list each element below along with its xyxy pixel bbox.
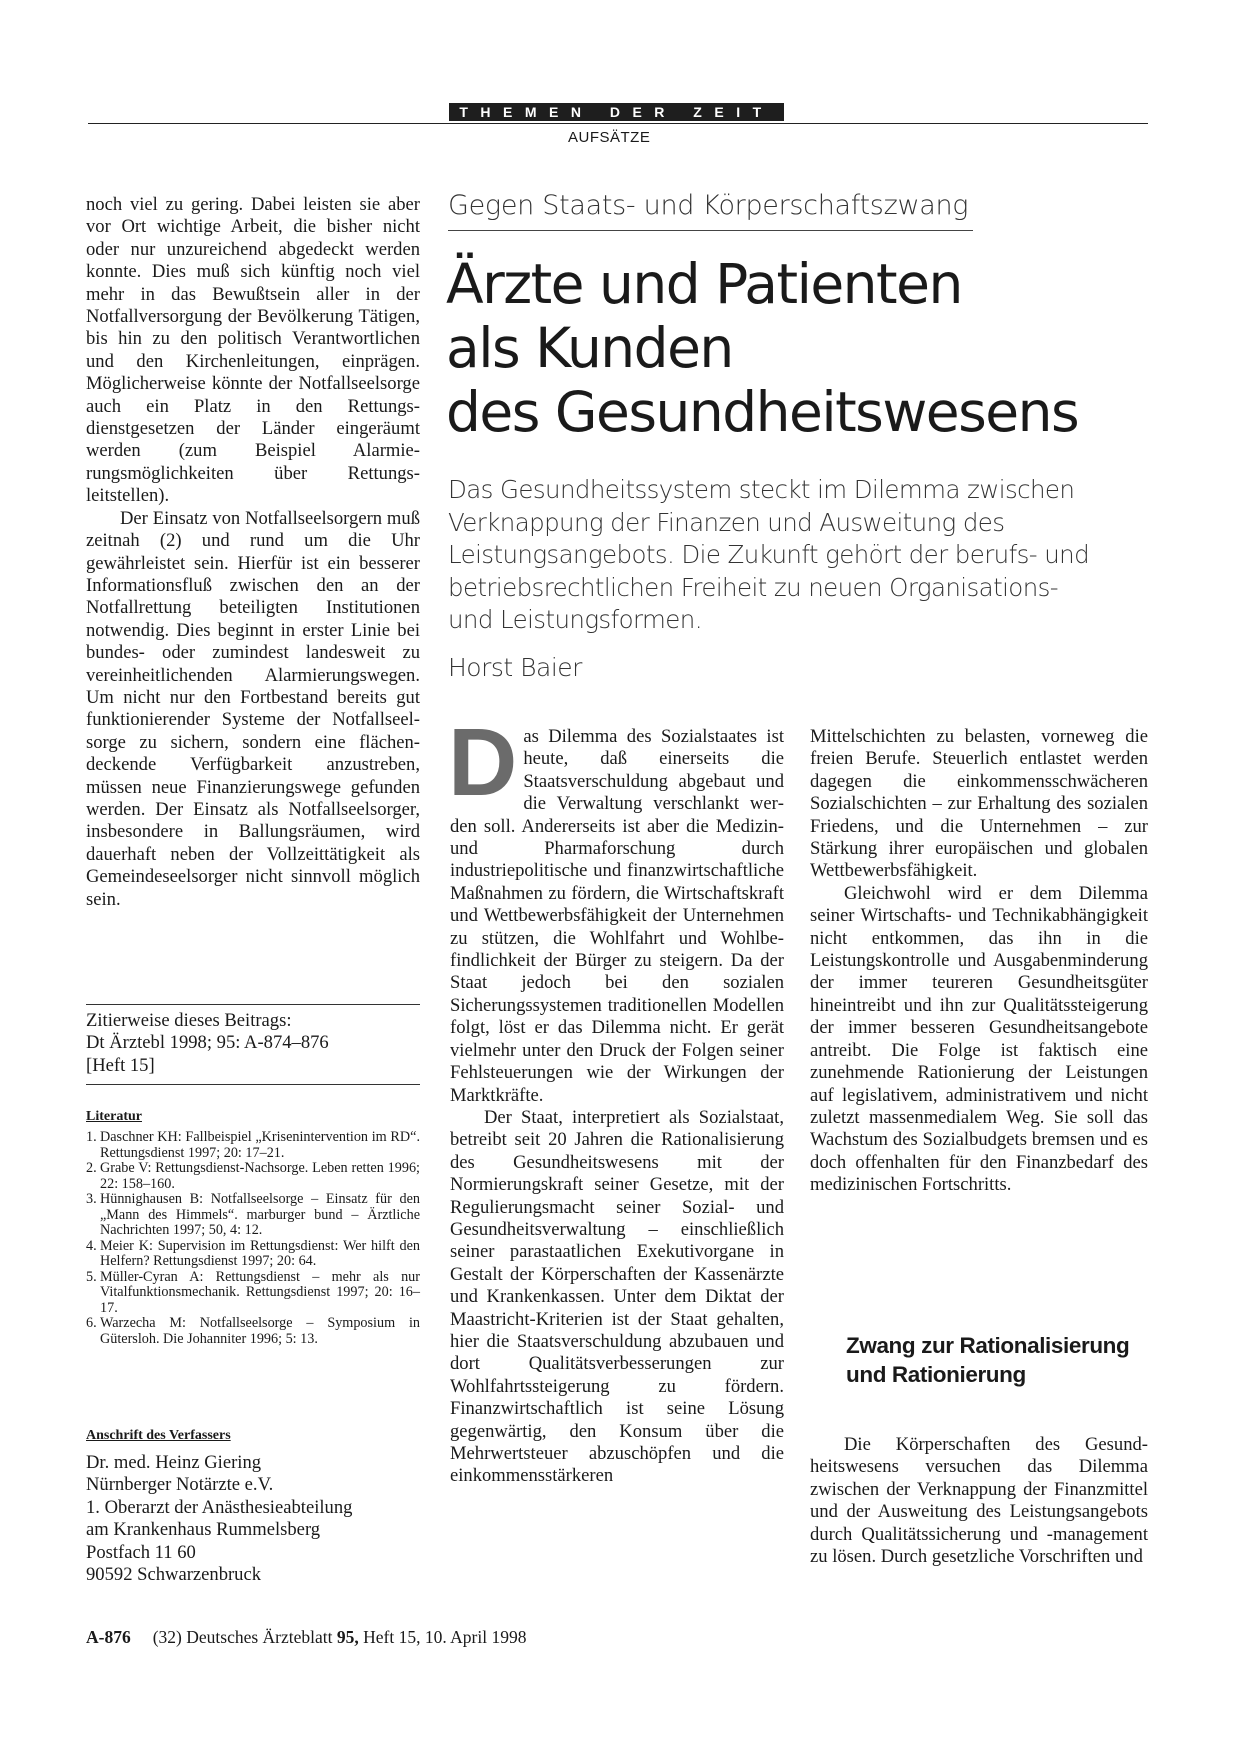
citation-rule — [86, 1004, 420, 1005]
reference-item: 1. Daschner KH: Fallbeispiel „Krisenintervention im RD“. Rettungsdienst 1997; 20: 17–21. — [86, 1129, 420, 1161]
page-number: A-876 — [86, 1627, 131, 1647]
address-line: 1. Oberarzt der Anästhesieabteilung — [86, 1496, 353, 1518]
paragraph: Mittelschichten zu belasten, vorneweg die freien Berufe. Steuerlich entlastet werden dagegen die einkommensschwächeren Sozialschichten – zur Erhaltung des sozialen Friedens, und die Unternehmen – zur Stärkung ihrer europäischen und globalen Wettbewerbsfähigkeit. — [810, 726, 1148, 882]
reference-item: 5. Müller-Cyran A: Rettungsdienst – mehr als nur Vitalfunktionsmechanik. Rettungsdienst 1997; 20: 16–17. — [86, 1268, 420, 1316]
paragraph: Der Staat, interpretiert als Sozialstaat, betreibt seit 20 Jahren die Rationalisierung des Gesundheitswesens mit der Normierungskraft seiner Gesetze, mit der Regulierungsmacht seiner Sozial- und Gesundheitsverwaltung – einschließlich seiner parastaatlichen Exekutivorgane in Gestalt der Körperschaften der Kassenärzte und Krankenkassen. Unter dem Diktat der Maastricht-Kriterien ist der Staat gehalten, hier die Staatsverschuldung abzubauen und dort Qualitätsverbesserungen zur Wohlfahrtssteigerung zu fördern. Finanzwirtschaftlich ist seine Lösung gegenwärtig, den Konsum über die Mehrwertsteuer abzuschöpfen und die einkommensstärkeren — [450, 1106, 784, 1487]
right-column-lower — [810, 1434, 1148, 1568]
drop-cap: D — [448, 709, 518, 816]
journal-issue: Heft 15, 10. April 1998 — [358, 1627, 527, 1647]
reference-item: 6. Warzecha M: Notfallseelsorge – Symposium in Gütersloh. Die Johanniter 1996; 5: 13. — [86, 1315, 420, 1347]
lead-line: Leistungsangebots. Die Zukunft gehört der berufs- und — [448, 540, 1090, 569]
title-line: als Kunden — [446, 316, 733, 380]
lead-line: Das Gesundheitssystem steckt im Dilemma zwischen — [448, 475, 1075, 504]
citation-label: Zitierweise dieses Beitrags: — [86, 1010, 292, 1031]
left-column — [86, 194, 420, 911]
journal-source: (32) Deutsches Ärzteblatt — [152, 1627, 337, 1647]
address-line: Nürnberger Notärzte e.V. — [86, 1474, 274, 1496]
paragraph: Gleichwohl wird er dem Dilemma seiner Wirtschafts- und Technikabhängigkeit nicht entkommen, das ihn in die Leistungskontrolle und Ausgabenminderung der immer teureren Gesundheitsgüter hineintreibt und ihn zur Qualitätssteigerung der immer besseren Gesundheitsangebote antreibt. Die Folge ist faktisch eine zunehmende Rationierung der Leistungen auf legislativem, administrativem und nicht zuletzt massenmedialem Weg. Sie soll das Wachstum des Sozialbudgets bremsen und es doch offenhalten für den Finanzbedarf des medizinischen Fortschritts. — [810, 882, 1148, 1196]
article-lead — [448, 474, 1148, 637]
article-title — [446, 252, 1166, 444]
paragraph: Die Körperschaften des Gesundheitswesens versuchen das Dilemma zwischen der Verknappung der Finanzmittel und der Ausweitung des Leistungsangebots durch Qualitätssicherung und -management zu lösen. Durch gesetzliche Vorschriften und — [810, 1434, 1148, 1568]
right-column — [810, 726, 1148, 1197]
address-line: Dr. med. Heinz Giering — [86, 1452, 262, 1473]
citation-block — [86, 1010, 420, 1077]
paragraph: Der Einsatz von Notfallseelsorgern muß zeitnah (2) und rund um die Uhr gewährleistet sein. Hierfür ist ein besserer Informationsfluß zwischen den an der Notfallrettung beteiligten Institutionen notwendig. Dies beginnt in erster Linie bei bundes- oder zumindest landesweit zu vereinheitlichenden Alarmierungswegen. Um nicht nur den Fortbestand bereits gut funktionierender Systeme der Notfallseelsorge zu sichern, sondern eine flächendeckende Verfügbarkeit anzustreben, müssen neue Finanzierungswege gefunden werden. Der Einsatz als Notfallseelsorger, insbesondere in Ballungsräumen, wird dauerhaft neben der Vollzeittätigkeit als Gemeindeseelsorger nicht sinnvoll möglich sein. — [86, 507, 420, 910]
section-subtitle: AUFSÄTZE — [568, 129, 651, 146]
citation-reference: Dt Ärztebl 1998; 95: A-874–876 — [86, 1032, 329, 1054]
address-line: am Krankenhaus Rummelsberg — [86, 1519, 321, 1541]
lead-line: und Leistungsformen. — [448, 605, 702, 634]
page-footer — [86, 1627, 526, 1648]
title-line: des Gesundheitswesens — [446, 380, 1079, 444]
citation-issue: [Heft 15] — [86, 1054, 155, 1076]
middle-column — [448, 709, 784, 1488]
address-line: 90592 Schwarzenbruck — [86, 1564, 262, 1586]
address-heading: Anschrift des Verfassers — [86, 1428, 231, 1443]
lead-line: betriebsrechtlichen Freiheit zu neuen Organisations- — [448, 572, 1059, 602]
section-subheading: Zwang zur Rationalisierung und Rationierung — [846, 1333, 1130, 1387]
literature-heading: Literatur — [86, 1109, 142, 1124]
kicker-rule — [448, 230, 973, 231]
journal-volume: 95, — [336, 1627, 359, 1647]
reference-list — [86, 1130, 420, 1347]
header-rule — [88, 123, 1148, 124]
title-line: Ärzte und Patienten — [446, 252, 962, 316]
article-author: Horst Baier — [448, 653, 582, 682]
reference-item: 3. Hünnighausen B: Notfallseelsorge – Einsatz für den „Mann des Himmels“. marburger bund – Ärztliche Nachrichten 1997; 50, 4: 12. — [86, 1191, 420, 1238]
address-line: Postfach 11 60 — [86, 1541, 196, 1563]
reference-item: 2. Grabe V: Rettungsdienst-Nachsorge. Leben retten 1996; 22: 158–160. — [86, 1160, 420, 1192]
reference-item: 4. Meier K: Supervision im Rettungsdienst: Wer hilft den Helfern? Rettungsdienst 1997; 20: 64. — [86, 1237, 420, 1269]
paragraph: noch viel zu gering. Dabei leisten sie aber vor Ort wichtige Arbeit, die bisher nicht oder nur unzureichend abgedeckt werden konnte. Dies muß sich künftig noch viel mehr in das Bewußtsein aller in der Notfallversorgung der Bevölkerung Tätigen, bis hin zu den politisch Verantwortlichen und den Kirchenleitungen, einprägen. Möglicherweise könnte der Notfallseelsorge auch ein Platz in den Rettungsdienstgesetzen der Länder eingeräumt werden (zum Beispiel Alarmierungsmöglichkeiten über Rettungsleitstellen). — [86, 194, 420, 507]
paragraph-text: as Dilemma des Sozialstaates ist heute, daß einerseits die Staatsverschuldung abgebaut und die Verwaltung verschlankt werden soll. Andererseits ist aber die Medizin- und Pharmaforschung durch industriepolitische und finanzwirtschaftliche Maßnahmen zu fördern, die Wirtschaftskraft und Wettbewerbsfähigkeit der Unternehmen zu stützen, die Wohlfahrt und Wohlbefindlichkeit der Bürger zu steigern. Da der Staat jedoch bei den sozialen Sicherungssystemen traditionellen Modellen folgt, löst er das Dilemma nicht. Er gerät vielmehr unter den Druck der Folgen seiner Fehlsteuerungen wie der Wirkungen der Marktkräfte. — [450, 726, 784, 1106]
paragraph — [448, 709, 784, 1107]
article-kicker: Gegen Staats- und Körperschaftszwang — [448, 190, 969, 221]
author-address — [86, 1452, 352, 1586]
citation-rule — [86, 1084, 420, 1085]
section-banner: THEMEN DER ZEIT — [449, 103, 784, 121]
lead-line: Verknappung der Finanzen und Ausweitung des — [448, 507, 1005, 537]
